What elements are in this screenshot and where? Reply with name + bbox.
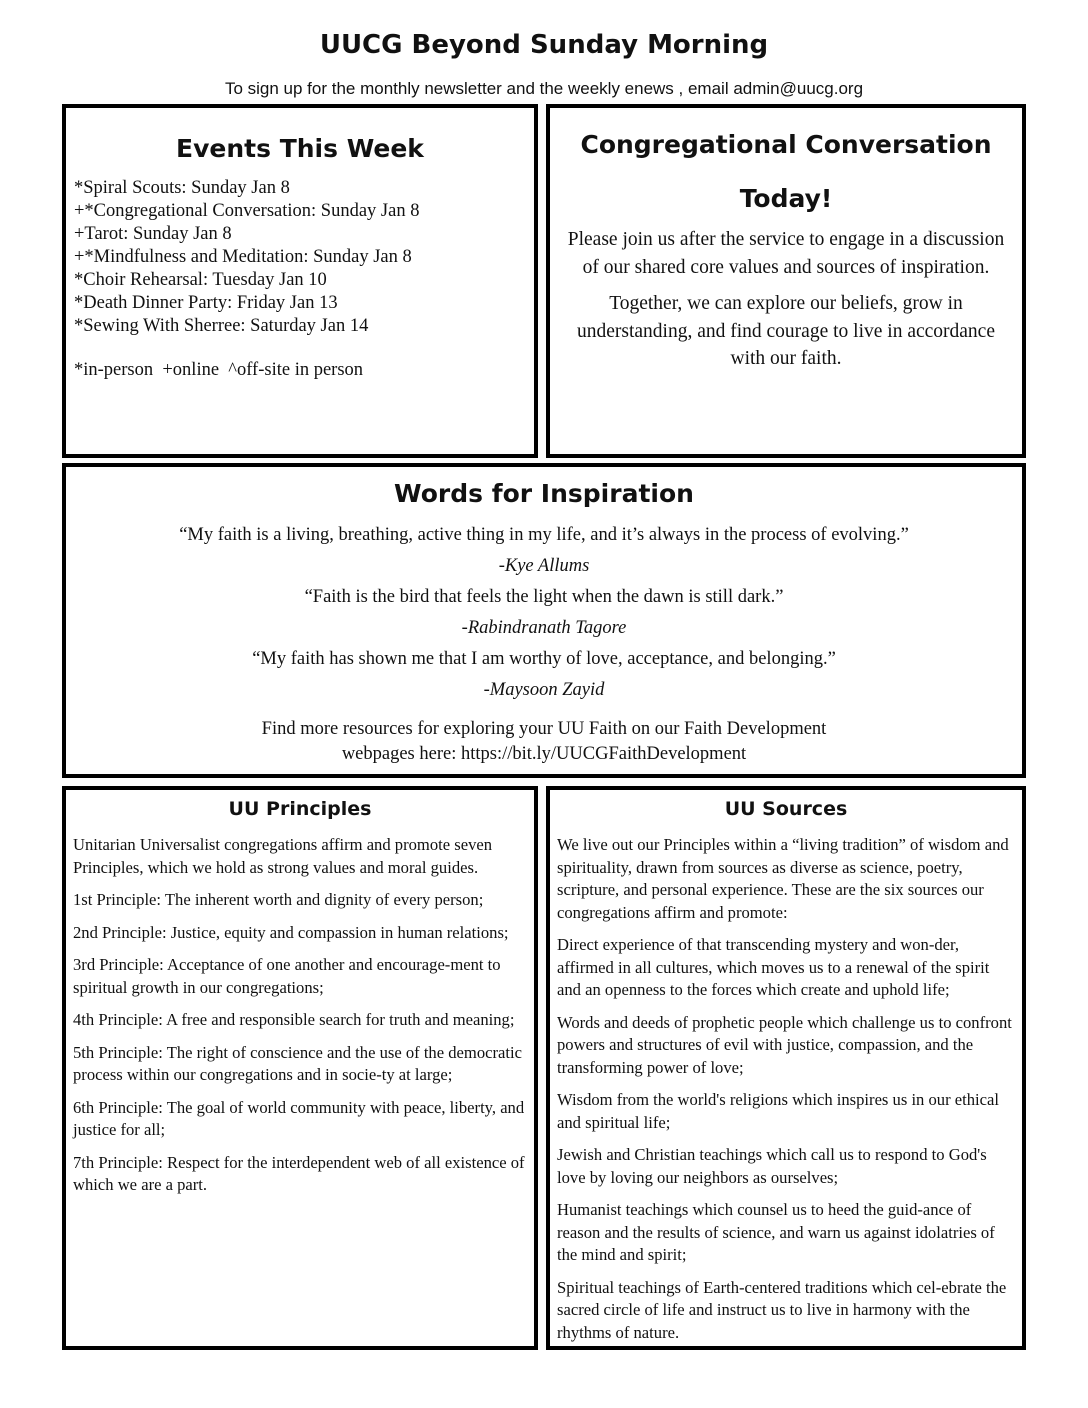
quote-text: “My faith is a living, breathing, active thing in my life, and it’s always in the process of evolving.” [179,525,909,545]
principle-paragraph: 2nd Principle: Justice, equity and compassion in human relations; [73,922,509,942]
conversation-paragraph: Together, we can explore our beliefs, grow in understanding, and find courage to live in accordance with our faith. [576,293,995,369]
page-title: UUCG Beyond Sunday Morning [319,30,769,60]
quote-author: -Rabindranath Tagore [461,618,627,638]
words-for-inspiration-box [62,463,1026,778]
uu-principles-box [62,786,538,1350]
event-item: +*Congregational Conversation: Sunday Jan 8 [74,201,420,221]
inspiration-heading: Words for Inspiration [394,479,694,508]
conversation-heading-line2: Today! [739,184,833,213]
principle-paragraph: 6th Principle: The goal of world community with peace, liberty, and justice for all; [73,1097,525,1139]
sources-heading: UU Sources [724,798,848,820]
principle-paragraph: 5th Principle: The right of conscience and the use of the democratic process within our congregations and in socie-ty at large; [73,1042,522,1084]
uu-sources-box [546,786,1026,1350]
events-list [66,177,534,381]
event-item: *Spiral Scouts: Sunday Jan 8 [74,178,290,198]
principle-paragraph: 4th Principle: A free and responsible search for truth and meaning; [73,1010,515,1029]
events-legend: *in-person +online ^off-site in person [74,360,364,380]
source-paragraph: We live out our Principles within a “living tradition” of wisdom and spirituality, drawn from sources as diverse as science, poetry, scripture, and personal experience. These are the six sources our congregations affirm and promote: [557,835,1009,922]
principle-paragraph: 7th Principle: Respect for the interdependent web of all existence of which we are a part. [73,1152,525,1194]
faith-development-link-text[interactable]: Find more resources for exploring your UU Faith on our Faith Development webpages here: https://bit.ly/UUCGFaithDevelopment [261,719,827,764]
principle-paragraph: 1st Principle: The inherent worth and dignity of every person; [73,890,484,909]
source-paragraph: Direct experience of that transcending mystery and won-der, affirmed in all cultures, which moves us to a renewal of the spirit and an openness to the forces which create and uphold life; [557,935,990,999]
event-item: *Sewing With Sherree: Saturday Jan 14 [74,316,369,336]
quote-text: “Faith is the bird that feels the light when the dawn is still dark.” [304,587,784,607]
event-item: +Tarot: Sunday Jan 8 [74,224,232,244]
principle-paragraph: Unitarian Universalist congregations affirm and promote seven Principles, which we hold as strong values and moral guides. [73,835,493,877]
source-paragraph: Spiritual teachings of Earth-centered traditions which cel-ebrate the sacred circle of life and instruct us to live in harmony with the rhythms of nature. [557,1277,1007,1342]
events-this-week-box [62,104,538,458]
congregational-conversation-box [546,104,1026,458]
conversation-heading [550,118,1022,226]
source-paragraph: Words and deeds of prophetic people which challenge us to confront powers and structures of evil with justice, compassion, and the transforming power of love; [557,1012,1012,1077]
conversation-heading-line1: Congregational Conversation [580,130,992,159]
quote-text: “My faith has shown me that I am worthy of love, acceptance, and belonging.” [252,649,836,669]
events-heading: Events This Week [176,134,424,163]
quote-author: -Kye Allums [498,556,590,576]
source-paragraph: Wisdom from the world's religions which inspires us in our ethical and spiritual life; [557,1090,999,1132]
event-item: *Choir Rehearsal: Tuesday Jan 10 [74,270,327,290]
newsletter-signup-note: To sign up for the monthly newsletter and the weekly enews , email admin@uucg.org [224,79,864,98]
principle-paragraph: 3rd Principle: Acceptance of one another and encourage-ment to spiritual growth in our congregations; [73,955,501,997]
principles-heading: UU Principles [228,798,372,820]
event-item: +*Mindfulness and Meditation: Sunday Jan 8 [74,247,412,267]
source-paragraph: Jewish and Christian teachings which call us to respond to God's love by loving our neighbors as ourselves; [557,1145,987,1187]
conversation-paragraph: Please join us after the service to engage in a discussion of our shared core values and sources of inspiration. [567,229,1005,278]
quote-author: -Maysoon Zayid [483,680,605,700]
event-item: *Death Dinner Party: Friday Jan 13 [74,293,338,313]
source-paragraph: Humanist teachings which counsel us to heed the guid-ance of reason and the results of science, and warn us against idolatries of the mind and spirit; [557,1200,995,1264]
